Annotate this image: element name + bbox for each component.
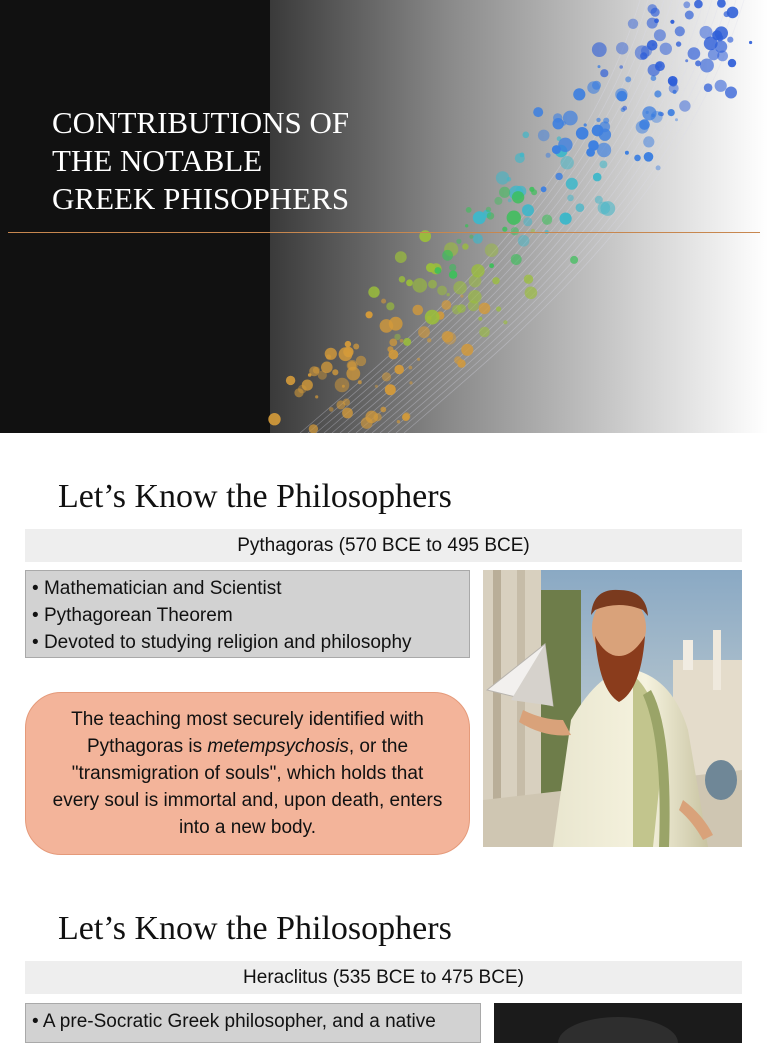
list-item: • Mathematician and Scientist	[32, 575, 469, 602]
title-slide	[0, 0, 768, 433]
philosopher-portrait-icon	[483, 570, 742, 847]
philosopher-name-bar: Pythagoras (570 BCE to 495 BCE)	[25, 529, 742, 562]
slide-title-line-3: GREEK PHISOPHERS	[52, 181, 350, 216]
callout-text-start: The teaching most securely identified with Pythagoras is	[71, 709, 424, 757]
slide-title	[52, 104, 412, 218]
list-item: • A pre-Socratic Greek philosopher, and a native	[32, 1008, 480, 1035]
slide-heading: Let’s Know the Philosophers	[58, 478, 452, 515]
title-divider	[8, 232, 760, 233]
callout-text	[46, 706, 449, 841]
list-item: • Devoted to studying religion and philosophy	[32, 629, 469, 656]
slide-heading: Let’s Know the Philosophers	[58, 910, 452, 947]
philosopher-portrait-icon	[494, 1003, 742, 1043]
list-item: • Pythagorean Theorem	[32, 602, 469, 629]
philosopher-name-bar: Heraclitus (535 BCE to 475 BCE)	[25, 961, 742, 994]
slide-title-line-2: THE NOTABLE	[52, 143, 263, 178]
callout-text-end: , or the "transmigration of souls", which holds that every soul is immortal and, upon death, enters into a new body.	[52, 736, 443, 838]
slide-title-line-1: CONTRIBUTIONS OF	[52, 105, 350, 140]
bullet-list	[25, 570, 470, 658]
callout-box	[25, 692, 470, 855]
callout-emphasis: metempsychosis	[207, 736, 349, 757]
bullet-list	[25, 1003, 481, 1043]
